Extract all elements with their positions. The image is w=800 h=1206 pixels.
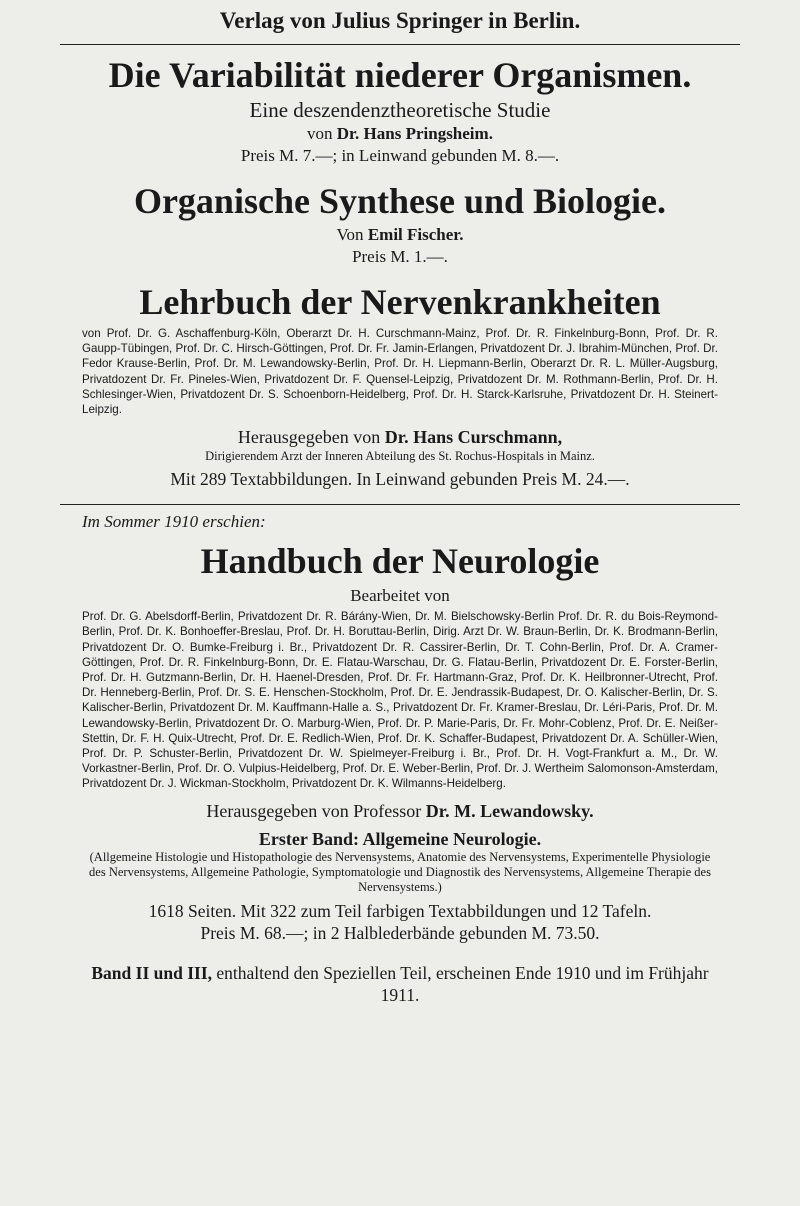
book-handbuch-neurologie: [0, 541, 800, 1005]
book1-title: Die Variabilität niederer Organismen.: [108, 55, 692, 95]
book3-contributors: [82, 326, 718, 417]
book3-editor: Dr. Hans Curschmann,: [384, 427, 563, 448]
book1-subtitle: Eine deszendenztheoretische Studie: [249, 98, 551, 122]
section-rule: [60, 504, 740, 505]
book2-author-line: [0, 224, 800, 246]
book-lehrbuch-nervenkrankheiten: [0, 282, 800, 490]
book1-author: Dr. Hans Pringsheim.: [336, 124, 493, 143]
book2-price: Preis M. 1.—.: [352, 247, 448, 266]
book4-edited-by: Bearbeitet von: [350, 586, 450, 606]
book2-author-prefix: Von: [336, 225, 368, 244]
book3-details: Mit 289 Textabbildungen. In Leinwand gebunden Preis M. 24.—.: [170, 469, 630, 490]
header-rule: [60, 44, 740, 45]
book-organische-synthese: [0, 181, 800, 268]
book4-title: Handbuch der Neurologie: [200, 541, 600, 582]
book3-contributors-prefix: von: [82, 327, 107, 340]
book2-title: Organische Synthese und Biologie.: [133, 181, 667, 221]
book-variabilitaet: [0, 55, 800, 167]
book4-pages: 1618 Seiten. Mit 322 zum Teil farbigen Textabbildungen und 12 Tafeln.: [148, 900, 652, 921]
book1-price: Preis M. 7.—; in Leinwand gebunden M. 8.—.: [240, 146, 560, 165]
book2-author: Emil Fischer.: [367, 225, 464, 244]
book4-contributors: Prof. Dr. G. Abelsdorff-Berlin, Privatdozent Dr. R. Bárány-Wien, Dr. M. Bielschowsky-Berlin Prof. Dr. R. du Bois-Reymond-Berlin, Prof. Dr. K. Bonhoeffer-Breslau, Prof. Dr. H. Boruttau-Berlin, Dirig. Arzt Dr. W. Braun-Berlin, Dr. K. Brodmann-Berlin, Privatdozent Dr. O. Bumke-Freiburg i. Br., Privatdozent Dr. R. Cassirer-Berlin, Dr. T. Cohn-Berlin, Prof. Dr. A. Cramer-Göttingen, Prof. Dr. R. Finkelnburg-Bonn, Dr. E. Flatau-Warschau, Dr. G. Flatau-Berlin, Privatdozent Dr. E. Forster-Berlin, Prof. Dr. H. Gutzmann-Berlin, Dr. H. Haenel-Dresden, Prof. Dr. Fr. Hartmann-Graz, Prof. Dr. K. Heilbronner-Utrecht, Prof. Dr. Henneberg-Berlin, Prof. Dr. S. E. Henschen-Stockholm, Prof. Dr. E. Jendrassik-Budapest, Dr. O. Kalischer-Berlin, Dr. S. Kalischer-Berlin, Privatdozent Dr. M. Kauffmann-Halle a. S., Privatdozent Dr. Fr. Kramer-Breslau, Dr. Léri-Paris, Prof. Dr. M. Lewandowsky-Berlin, Privatdozent Dr. O. Marburg-Wien, Prof. Dr. P. Marie-Paris, Dr. Fr. Mohr-Coblenz, Prof. Dr. E. Neißer-Stettin, Dr. F. H. Quix-Utrecht, Prof. Dr. E. Redlich-Wien, Prof. Dr. K. Schaffer-Budapest, Privatdozent Dr. A. Schüller-Wien, Prof. Dr. P. Schuster-Berlin, Privatdozent Dr. W. Spielmeyer-Freiburg i. Br., Prof. Dr. H. Vogt-Frankfurt a. M., Dr. W. Vorkastner-Berlin, Prof. Dr. O. Vulpius-Heidelberg, Prof. Dr. E. Weber-Berlin, Prof. Dr. J. Wertheim Salomonson-Amsterdam, Privatdozent Dr. J. Wickman-Stockholm, Privatdozent Dr. K. Wilmanns-Heidelberg.: [82, 610, 718, 791]
publisher-header: Verlag von Julius Springer in Berlin.: [219, 8, 581, 33]
book4-editor-line: [0, 800, 800, 822]
book1-author-line: [0, 123, 800, 145]
book4-footer-rest: enthaltend den Speziellen Teil, erscheinen Ende 1910 und im Frühjahr 1911.: [212, 962, 709, 1005]
book4-footer: [70, 962, 730, 1006]
book4-volume-contents: (Allgemeine Histologie und Histopathologie des Nervensystems, Anatomie des Nervensystems, Experimentelle Physiologie des Nervensystems, Allgemeine Pathologie, Symptomatologie und Diagnostik des Nervensystems, Allgemeine Therapie des Nervensystems.): [89, 849, 711, 894]
book3-editor-line: [0, 426, 800, 448]
book4-volume-title: Erster Band: Allgemeine Neurologie.: [258, 828, 542, 849]
book4-price: Preis M. 68.—; in 2 Halblederbände gebunden M. 73.50.: [200, 922, 600, 943]
book4-footer-bold: Band II und III,: [91, 962, 213, 983]
book3-title: Lehrbuch der Nervenkrankheiten: [139, 282, 661, 322]
book3-contributors-list: Prof. Dr. G. Aschaffenburg-Köln, Oberarzt Dr. H. Curschmann-Mainz, Prof. Dr. R. Finkelnburg-Bonn, Prof. Dr. R. Gaupp-Tübingen, Prof. Dr. C. Hirsch-Göttingen, Prof. Dr. Fr. Jamin-Erlangen, Privatdozent Dr. J. Ibrahim-München, Prof. Dr. Fedor Krause-Berlin, Prof. Dr. M. Lewandowsky-Berlin, Prof. Dr. H. Liepmann-Berlin, Oberarzt Dr. R. L. Müller-Augsburg, Privatdozent Dr. Fr. Pineles-Wien, Privatdozent Dr. F. Quensel-Leipzig, Privatdozent Dr. M. Rothmann-Berlin, Prof. Dr. H. Schlesinger-Wien, Privatdozent Dr. S. Schoenborn-Heidelberg, Prof. Dr. H. Starck-Karlsruhe, Privatdozent Dr. H. Steinert-Leipzig.: [82, 327, 718, 417]
book1-author-prefix: von: [307, 124, 337, 143]
book3-editor-prefix: Herausgegeben von: [237, 427, 385, 448]
section-note: Im Sommer 1910 erschien:: [82, 512, 266, 532]
book3-editor-role: Dirigierendem Arzt der Inneren Abteilung des St. Rochus-Hospitals in Mainz.: [205, 449, 595, 464]
book4-editor-prefix: Herausgegeben von Professor: [206, 800, 426, 821]
book4-editor: Dr. M. Lewandowsky.: [425, 800, 594, 821]
